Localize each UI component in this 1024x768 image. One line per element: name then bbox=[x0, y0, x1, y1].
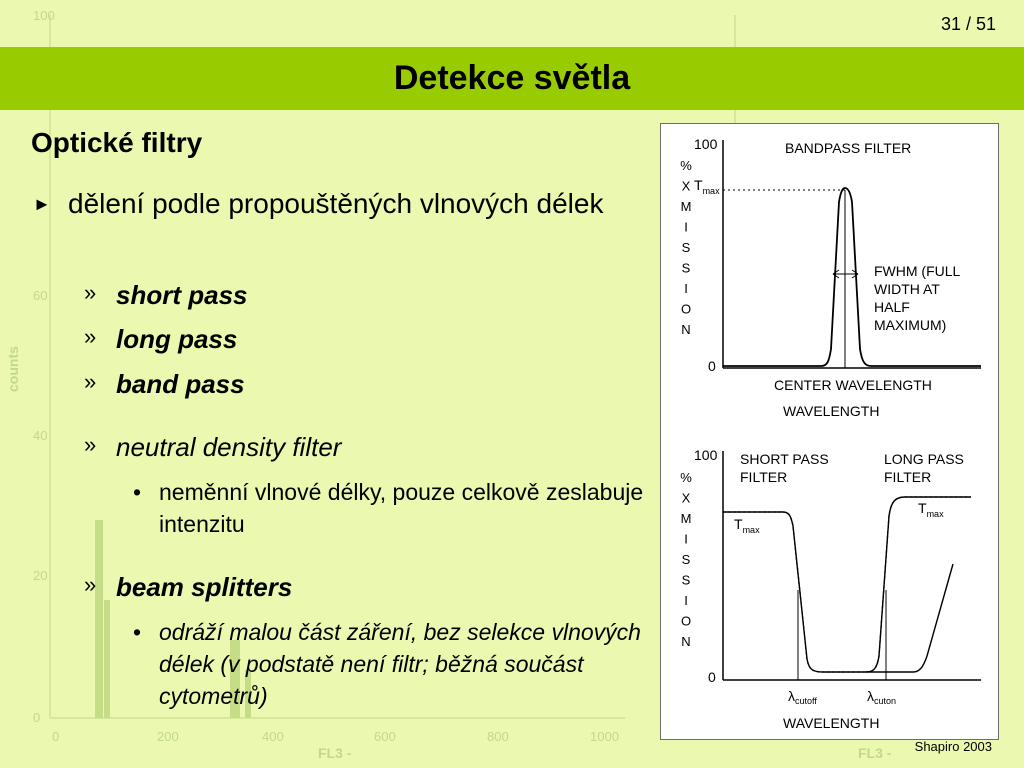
section-heading: Optické filtry bbox=[31, 127, 203, 158]
filter-figure bbox=[660, 123, 999, 740]
short-tmax: $T_{max}$ bbox=[734, 516, 760, 535]
background-x-label-2: FL3 - bbox=[858, 745, 892, 761]
background-y-tick: 20 bbox=[33, 568, 48, 583]
beam-splitters-label: beam splitters bbox=[116, 572, 293, 602]
fwhm-label-3: HALF bbox=[874, 299, 910, 315]
slide-title: Detekce světla bbox=[393, 59, 631, 97]
background-x-tick: 1000 bbox=[590, 729, 619, 744]
axis-letter: N bbox=[681, 322, 691, 337]
short-pass-label-1: SHORT PASS bbox=[740, 451, 829, 467]
filter-type-label: short pass bbox=[116, 280, 248, 310]
short-long-pass-panel bbox=[680, 447, 981, 731]
axis-letter: S bbox=[681, 572, 691, 588]
long-tmax: $T_{max}$ bbox=[918, 500, 944, 519]
axis-letter: X bbox=[681, 490, 691, 506]
raquo-icon: » bbox=[84, 572, 97, 597]
axis-letter: O bbox=[680, 613, 692, 629]
background-y-tick: 100 bbox=[33, 8, 55, 23]
axis-letter: I bbox=[684, 281, 688, 296]
background-y-tick: 60 bbox=[33, 288, 48, 303]
neutral-density-detail-text: neměnní vlnové délky, pouze celkově zeslabuje intenzitu bbox=[159, 479, 644, 537]
axis-letter: X bbox=[681, 178, 691, 194]
axis-letter: % bbox=[680, 470, 692, 485]
background-x-tick: 0 bbox=[52, 729, 60, 744]
axis-letter: S bbox=[681, 260, 691, 276]
shortlong-y-top: 100 bbox=[694, 447, 718, 463]
title-bar bbox=[0, 47, 1024, 110]
axis-letter: I bbox=[684, 531, 688, 547]
bandpass-y-bottom: 0 bbox=[708, 358, 716, 374]
axis-letter: N bbox=[681, 634, 691, 649]
background-x-tick: 800 bbox=[487, 729, 509, 744]
shortlong-y-label bbox=[680, 470, 692, 649]
bandpass-x-label: WAVELENGTH bbox=[783, 403, 880, 419]
filter-type-label: long pass bbox=[116, 324, 238, 354]
bandpass-y-top: 100 bbox=[694, 136, 718, 152]
short-pass-label-2: FILTER bbox=[740, 469, 788, 485]
background-x-tick: 400 bbox=[262, 729, 284, 744]
neutral-density-label: neutral density filter bbox=[116, 432, 342, 462]
beam-splitters-detail-text: odráží malou část záření, bez selekce vlnových délek (v podstatě není filtr; běžná součást cytometrů) bbox=[159, 619, 641, 709]
raquo-icon: » bbox=[84, 369, 97, 394]
axis-letter: O bbox=[680, 301, 692, 317]
bandpass-tmax: $T_{max}$ bbox=[694, 177, 720, 196]
bullet-dot-icon: • bbox=[133, 479, 142, 505]
raquo-icon: » bbox=[84, 324, 97, 349]
axis-letter: M bbox=[680, 199, 692, 214]
filter-type-label: band pass bbox=[116, 369, 245, 399]
background-x-tick: 600 bbox=[374, 729, 396, 744]
long-pass-label-2: FILTER bbox=[884, 469, 932, 485]
raquo-icon: » bbox=[84, 280, 97, 305]
bandpass-y-label bbox=[680, 158, 692, 337]
short-long-pass-curve bbox=[723, 497, 971, 672]
main-bullet-text: dělení podle propouštěných vlnových délek bbox=[68, 188, 604, 219]
bandpass-panel bbox=[680, 136, 981, 419]
lambda-cuton-label: $\lambda_{cuton}$ bbox=[867, 688, 897, 706]
credit-text: Shapiro 2003 bbox=[914, 739, 992, 754]
center-wavelength-label: CENTER WAVELENGTH bbox=[774, 377, 932, 393]
shortlong-dotted-curve bbox=[723, 497, 971, 672]
background-y-tick: 0 bbox=[33, 710, 41, 725]
long-pass-label-1: LONG PASS bbox=[884, 451, 964, 467]
filter-figure-svg bbox=[661, 124, 998, 739]
axis-letter: % bbox=[680, 158, 692, 173]
lambda-cutoff-label: $\lambda_{cutoff}$ bbox=[788, 688, 817, 706]
fwhm-label-1: FWHM (FULL bbox=[874, 263, 961, 279]
axis-letter: M bbox=[680, 511, 692, 526]
background-x-label: FL3 - bbox=[318, 745, 352, 761]
shortlong-x-label: WAVELENGTH bbox=[783, 715, 880, 731]
bullet-arrow-icon: ► bbox=[33, 194, 51, 214]
axis-letter: I bbox=[684, 593, 688, 608]
fwhm-label-2: WIDTH AT bbox=[874, 281, 940, 297]
shortlong-y-bottom: 0 bbox=[708, 669, 716, 685]
bandpass-title: BANDPASS FILTER bbox=[785, 140, 912, 156]
raquo-icon: » bbox=[84, 432, 97, 457]
background-y-label: counts bbox=[5, 346, 21, 392]
bullet-dot-icon: • bbox=[133, 619, 142, 645]
axis-letter: I bbox=[684, 219, 688, 235]
fwhm-label-4: MAXIMUM) bbox=[874, 317, 947, 333]
page-number: 31 / 51 bbox=[940, 14, 996, 34]
axis-letter: S bbox=[681, 240, 691, 255]
background-x-tick: 200 bbox=[157, 729, 179, 744]
axis-letter: S bbox=[681, 552, 691, 567]
background-y-tick: 40 bbox=[33, 428, 48, 443]
